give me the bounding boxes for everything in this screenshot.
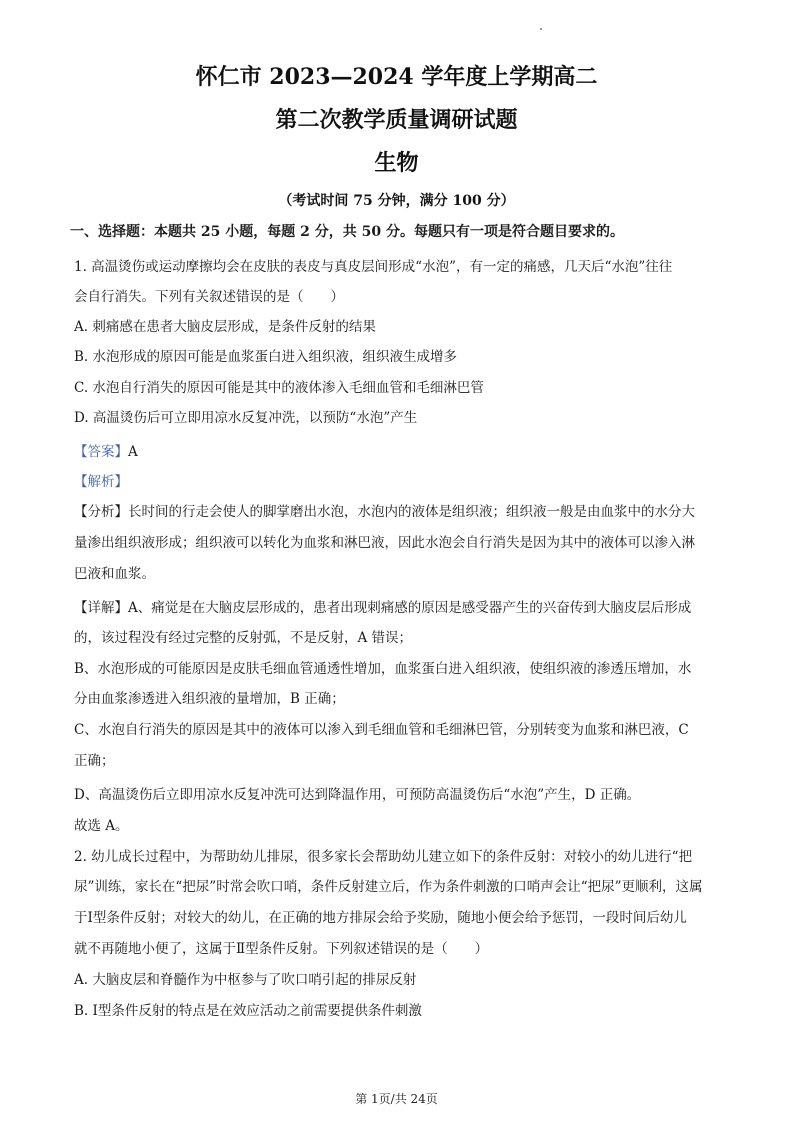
q1-option-c: C. 水泡自行消失的原因可能是其中的液体渗入毛细血管和毛细淋巴管 xyxy=(74,380,484,396)
q2-stem-line-3: 于Ⅰ型条件反射；对较大的幼儿，在正确的地方排尿会给予奖励，随地小便会给予惩罚，一段时间后幼儿 xyxy=(74,910,687,926)
fenxi-tag: 【分析】 xyxy=(74,504,128,520)
fenxi-text-1: 长时间的行走会使人的脚掌磨出水泡，水泡内的液体是组织液；组织液一般是由血浆中的水分大 xyxy=(128,504,695,520)
page-number: 第 1页/共 24页 xyxy=(355,1092,438,1106)
answer-value: A xyxy=(128,444,138,460)
q2-option-a: A. 大脑皮层和脊髓作为中枢参与了吹口哨引起的排尿反射 xyxy=(74,972,417,988)
q1-xiangjie-line-1 xyxy=(74,599,724,617)
q1-xiangjie-line-7: D、高温烫伤后立即用凉水反复冲洗可达到降温作用，可预防高温烫伤后“水泡”产生，D 正确。 xyxy=(74,787,641,803)
q2-stem-line-2: 尿”训练，家长在“把尿”时常会吹口哨，条件反射建立后，作为条件刺激的口哨声会让“把尿”更顺利，这属 xyxy=(74,879,703,895)
q1-option-a: A. 刺痛感在患者大脑皮层形成，是条件反射的结果 xyxy=(74,319,376,335)
scan-dot xyxy=(540,28,542,30)
q1-xiangjie-line-5: C、水泡自行消失的原因是其中的液体可以渗入到毛细血管和毛细淋巴管，分别转变为血浆和淋巴液，C xyxy=(74,722,689,738)
q1-fenxi-line-1 xyxy=(74,503,724,521)
section-heading: 一、选择题：本题共 25 小题，每题 2 分，共 50 分。每题只有一项是符合题目要求的。 xyxy=(70,224,624,240)
q1-answer xyxy=(74,443,724,461)
q1-xiangjie-line-6: 正确； xyxy=(74,753,115,769)
subject-title: 生物 xyxy=(374,150,419,176)
q1-option-d: D. 高温烫伤后可立即用凉水反复冲洗，以预防“水泡”产生 xyxy=(74,410,418,426)
q1-xiangjie-line-2: 的，该过程没有经过完整的反射弧，不是反射，A 错误； xyxy=(74,630,413,646)
xiangjie-tag: 【详解】 xyxy=(74,600,128,616)
q1-stem-line-2: 会自行消失。下列有关叙述错误的是（ ） xyxy=(74,289,344,305)
q1-option-b: B. 水泡形成的原因可能是血浆蛋白进入组织液，组织液生成增多 xyxy=(74,349,458,365)
analysis-tag: 【解析】 xyxy=(74,474,128,490)
title-line-1: 怀仁市 2023—2024 学年度上学期高二 xyxy=(195,64,598,90)
title-line-2: 第二次教学质量调研试题 xyxy=(275,107,518,133)
q2-stem-line-1: 2. 幼儿成长过程中，为帮助幼儿排尿，很多家长会帮助幼儿建立如下的条件反射：对较小的幼儿进行“把 xyxy=(74,849,693,865)
xiangjie-text-1: A、痛觉是在大脑皮层形成的，患者出现刺痛感的原因是感受器产生的兴奋传到大脑皮层后形成 xyxy=(128,600,692,616)
q1-xiangjie-line-4: 分由血浆渗透进入组织液的量增加，B 正确； xyxy=(74,691,345,707)
q1-fenxi-line-2: 量渗出组织液形成；组织液可以转化为血浆和淋巴液，因此水泡会自行消失是因为其中的液体可以渗入淋 xyxy=(74,535,695,551)
q2-option-b: B. Ⅰ型条件反射的特点是在效应活动之前需要提供条件刺激 xyxy=(74,1003,422,1019)
q1-xiangjie-line-3: B、水泡形成的可能原因是皮肤毛细血管通透性增加，血浆蛋白进入组织液，使组织液的渗透压增加，水 xyxy=(74,661,692,677)
q1-conclusion: 故选 A。 xyxy=(74,818,129,834)
q1-fenxi-line-3: 巴液和血浆。 xyxy=(74,566,155,582)
q1-stem-line-1: 1. 高温烫伤或运动摩擦均会在皮肤的表皮与真皮层间形成“水泡”，有一定的痛感，几天后“水泡”往往 xyxy=(74,259,673,275)
exam-info: （考试时间 75 分钟，满分 100 分） xyxy=(278,193,515,209)
q2-stem-line-4: 就不再随地小便了，这属于Ⅱ型条件反射。下列叙述错误的是（ ） xyxy=(74,941,489,957)
answer-tag: 【答案】 xyxy=(74,444,128,460)
